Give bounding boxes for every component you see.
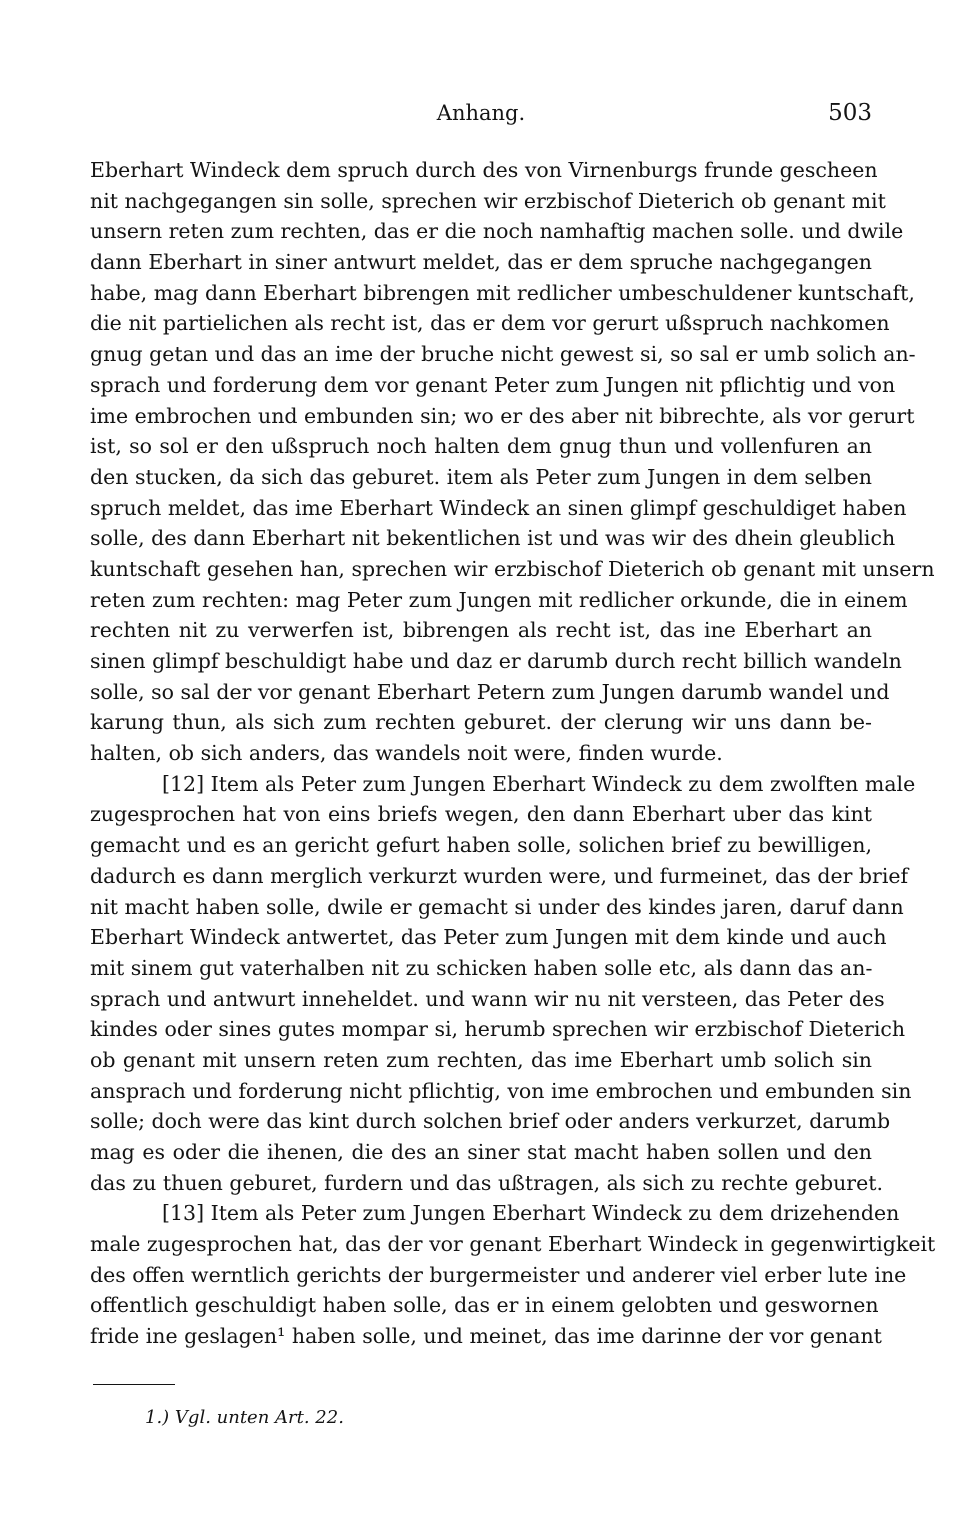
text-line: rechten nit zu verwerfen ist, bibrengen als recht ist, das ine Eberhart an — [90, 618, 872, 643]
body-text — [90, 155, 936, 1352]
text-line: des offen werntlich gerichts der burgermeister und anderer viel erber lute ine — [90, 1262, 907, 1287]
text-line: karung thun, als sich zum rechten geburet. der clerung wir uns dann be- — [90, 710, 872, 735]
text-line: sprach und forderung dem vor genant Peter zum Jungen nit pflichtig und von — [90, 372, 896, 397]
page-header — [90, 96, 872, 130]
text-line: reten zum rechten: mag Peter zum Jungen mit redlicher orkunde, die in einem — [90, 587, 908, 612]
text-line: gemacht und es an gericht gefurt haben solle, solichen brief zu bewilligen, — [90, 833, 872, 858]
footnote: 1.) Vgl. unten Art. 22. — [145, 1407, 344, 1428]
paragraph-start-line: [12] Item als Peter zum Jungen Eberhart Windeck zu dem zwolften male — [162, 771, 916, 796]
text-line: nit nachgegangen sin solle, sprechen wir erzbischof Dieterich ob genant mit — [90, 188, 886, 213]
text-line: den stucken, da sich das geburet. item als Peter zum Jungen in dem selben — [90, 464, 872, 489]
text-line: Eberhart Windeck antwertet, das Peter zum Jungen mit dem kinde und auch — [90, 925, 887, 950]
text-line: zugesprochen hat von eins briefs wegen, den dann Eberhart uber das kint — [90, 802, 872, 827]
text-line: spruch meldet, das ime Eberhart Windeck an sinen glimpf geschuldiget haben — [90, 495, 907, 520]
text-line: die nit partielichen als recht ist, das er dem vor gerurt ußspruch nachkomen — [90, 311, 890, 336]
text-line: ob genant mit unsern reten zum rechten, das ime Eberhart umb solich sin — [90, 1047, 872, 1072]
text-line: kindes oder sines gutes mompar si, herumb sprechen wir erzbischof Dieterich — [90, 1017, 906, 1042]
text-line: dadurch es dann merglich verkurzt wurden were, und furmeinet, das der brief — [90, 863, 909, 888]
text-line: unsern reten zum rechten, das er die noch namhaftig machen solle. und dwile — [90, 219, 904, 244]
page-number: 503 — [828, 100, 872, 126]
text-line: mag es oder die ihenen, die des an siner stat macht haben sollen und den — [90, 1140, 872, 1164]
text-line: halten, ob sich anders, das wandels noit were, finden wurde. — [90, 741, 723, 766]
running-title: Anhang. — [436, 101, 526, 125]
footnote-divider — [93, 1384, 175, 1385]
text-line: nit macht haben solle, dwile er gemacht si under des kindes jaren, daruf dann — [90, 894, 904, 919]
text-line: gnug getan und das an ime der bruche nicht gewest si, so sal er umb solich an- — [90, 342, 916, 367]
text-line: sinen glimpf beschuldigt habe und daz er darumb durch recht billich wandeln — [90, 649, 902, 673]
text-line: solle, des dann Eberhart nit bekentlichen ist und was wir des dhein gleublich — [90, 526, 896, 551]
text-line: mit sinem gut vaterhalben nit zu schicken haben solle etc, als dann das an- — [90, 955, 873, 980]
text-line: dann Eberhart in siner antwurt meldet, das er dem spruche nachgegangen — [90, 250, 872, 275]
text-line: sprach und antwurt inneheldet. und wann wir nu nit versteen, das Peter des — [90, 986, 885, 1011]
text-line: ansprach und forderung nicht pflichtig, von ime embrochen und embunden sin — [90, 1078, 912, 1103]
text-line: das zu thuen geburet, furdern und das ußtragen, als sich zu rechte geburet. — [90, 1170, 883, 1195]
text-line: solle, so sal der vor genant Eberhart Petern zum Jungen darumb wandel und — [90, 679, 890, 704]
text-line: offentlich geschuldigt haben solle, das er in einem gelobten und geswornen — [90, 1293, 879, 1318]
text-line: ime embrochen und embunden sin; wo er des aber nit bibrechte, als vor gerurt — [90, 403, 915, 428]
text-line: habe, mag dann Eberhart bibrengen mit redlicher umbeschuldener kuntschaft, — [90, 280, 915, 305]
text-line: male zugesprochen hat, das der vor genant Eberhart Windeck in gegenwirtigkeit — [90, 1232, 936, 1257]
text-line: kuntschaft gesehen han, sprechen wir erzbischof Dieterich ob genant mit unsern — [90, 556, 935, 581]
paragraph-start-line: [13] Item als Peter zum Jungen Eberhart Windeck zu dem drizehenden — [162, 1201, 900, 1226]
text-line: ist, so sol er den ußspruch noch halten dem gnug thun und vollenfuren an — [90, 434, 872, 459]
text-line: solle; doch were das kint durch solchen brief oder anders verkurzet, darumb — [90, 1109, 891, 1134]
text-line: Eberhart Windeck dem spruch durch des von Virnenburgs frunde gescheen — [90, 158, 878, 182]
text-line: fride ine geslagen¹ haben solle, und meinet, das ime darinne der vor genant — [90, 1324, 882, 1349]
